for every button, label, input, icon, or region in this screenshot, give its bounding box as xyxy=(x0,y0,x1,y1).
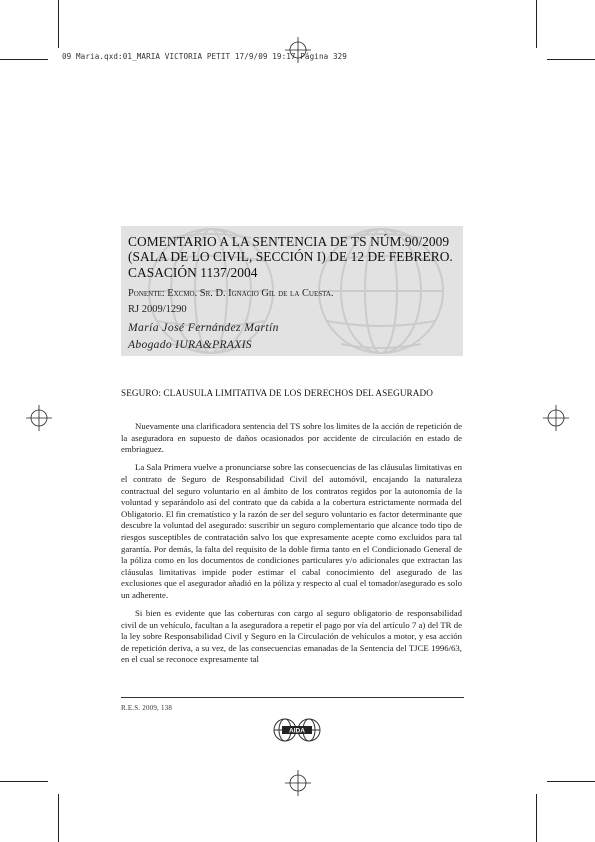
article-title: COMENTARIO A LA SENTENCIA DE TS NÚM.90/2009 (SALA DE LO CIVIL, SECCIÓN I) DE 12 DE FEBRERO. CASACIÓN 1137/2004 xyxy=(128,234,453,280)
footer-rule xyxy=(121,697,464,698)
article-body xyxy=(121,421,462,673)
body-paragraph: La Sala Primera vuelve a pronunciarse sobre las consecuencias de las cláusulas limitativas en el contrato de Seguro de Responsabilidad Civil del automóvil, encajando la naturaleza contractual del seguro voluntario en al ámbito de los contratos regidos por la autonomía de la voluntad y separándolo así del contrato que da cabida a la cobertura estrictamente normada del Obligatorio. El fin crematístico y la razón de ser del seguro voluntario es factor determinante que descubre la voluntad del asegurado: suscribir un seguro complementario que alcance todo tipo de riesgos susceptibles de contratación salvo los que expresamente acepte como excluidos para tal garantía. Por demás, la falta del requisito de la doble firma tanto en el Condicionado General de la póliza como en los documentos de condiciones particulares y/o adicionales que extractan las cláusulas limitativas impide poder estimar el cabal conocimiento del asegurado de las exclusiones que el asegurador añadió en la póliza y respecto al cual el tomador/asegurado es solo un adherente. xyxy=(121,462,462,600)
body-paragraph: Nuevamente una clarificadora sentencia del TS sobre los limites de la acción de repetición de la aseguradora en supuesto de daños ocasionados por accidente de circulación en estado de embriaguez. xyxy=(121,421,462,455)
body-paragraph: Si bien es evidente que las coberturas con cargo al seguro obligatorio de responsabilidad civil de un vehículo, facultan a la aseguradora a repetir el pago por vía del artículo 7 a) del TR de la ley sobre Responsabilidad Civil y Seguro en la Circulación de vehículos a motor, y esa acción de repetición deriva, a su vez, de las consecuencias emanadas de la Sentencia del TJCE 1996/63, en el cual se reconoce expresamente tal xyxy=(121,608,462,665)
logo-text: AIDA xyxy=(289,727,305,735)
section-heading: SEGURO: CLAUSULA LIMITATIVA DE LOS DERECHOS DEL ASEGURADO xyxy=(121,388,433,398)
crop-mark xyxy=(547,59,595,60)
crop-mark xyxy=(0,59,48,60)
crop-mark xyxy=(58,794,59,842)
crop-mark xyxy=(0,781,48,782)
author-role: Abogado IURA&PRAXIS xyxy=(128,338,252,351)
author-name: María José Fernández Martín xyxy=(128,321,279,334)
crop-mark xyxy=(536,794,537,842)
crop-mark xyxy=(58,0,59,48)
registration-mark-icon xyxy=(285,770,311,796)
rj-reference: RJ 2009/1290 xyxy=(128,304,187,315)
ponente-line: Ponente: Excmo. Sr. D. Ignacio Gil de la Cuesta. xyxy=(128,288,334,299)
crop-mark xyxy=(547,781,595,782)
registration-mark-icon xyxy=(26,405,52,431)
aida-logo-icon xyxy=(272,716,322,744)
crop-mark xyxy=(536,0,537,48)
registration-mark-icon xyxy=(543,405,569,431)
registration-mark-icon xyxy=(285,37,311,63)
journal-reference: R.E.S. 2009, 138 xyxy=(121,704,173,712)
print-slug-line: 09 Maria.qxd:01_MARIA VICTORIA PETIT 17/9/09 19:17 Página 329 xyxy=(62,52,347,61)
